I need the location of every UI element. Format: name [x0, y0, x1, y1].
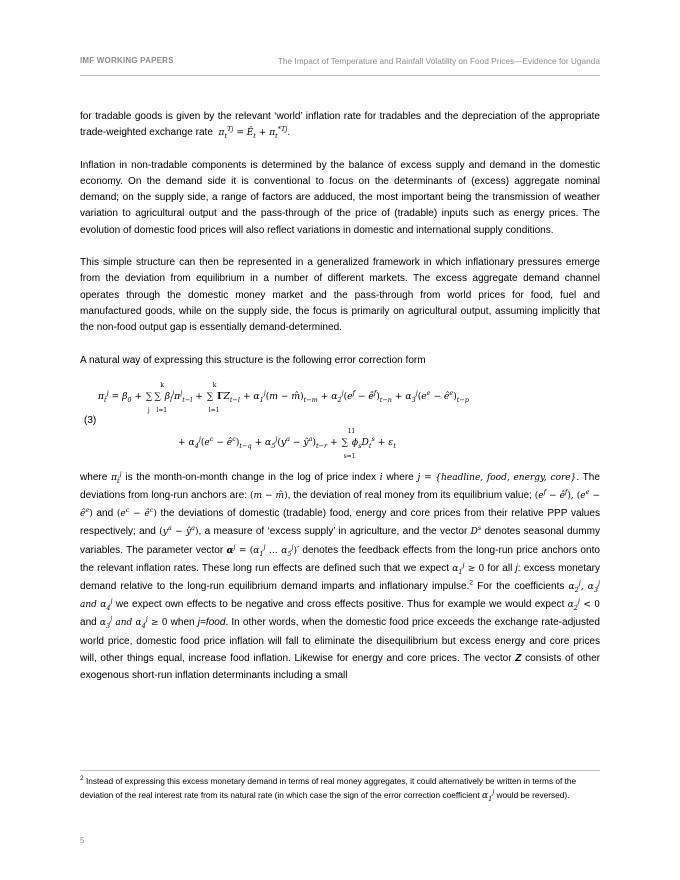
inline-equation-tradables: $\pi_t^{Tj}$ = $Ê_t + \pi_t^{*Tj}$	[218, 125, 288, 141]
equation-3	[80, 377, 600, 463]
running-header	[80, 56, 600, 72]
paragraph-3: This simple structure can then be represented in a generalized framework in which inflationary pressures emerge from the deviation from equilibrium in a number of different markets. The excess aggregate demand channel operates through the domestic money market and the pass-through from world prices for food, fuel and manufactured goods, while on the supply side, the focus is primarily on agricultural output, assuming implicitly that the non-food output gap is essentially demand-determined.	[80, 257, 600, 334]
equation-line-1: $\pi_t^j = \beta_0$ + ∑ j ∑ k l=1 $\beta_l^j\pi^j_{t-l}$ + ∑ k l=1 $\Gamma Z_{t-l} + \alpha_1^j(m$ − $m̂)_{t-m} + \alpha_2^j(e^f$ − $ê^f)_{t-n} + \alpha_3^j(e^e$ − $ê^e)_{t-p}$	[98, 381, 469, 414]
paragraph-1: for tradable goods is given by the relevant ‘world’ inflation rate for tradables and the depreciation of the appropriate trade-weighted exchange rate $\pi_t^{Tj}$ = $Ê_t + \pi_t^{*Tj}$.	[80, 111, 600, 141]
footnote-rule	[80, 770, 600, 771]
body-text	[80, 109, 600, 700]
paragraph-2: Inflation in non-tradable components is determined by the balance of excess supply and demand in the domestic economy. On the demand side it is conventional to focus on the determinants of (excess) aggregate nominal demand; on the supply side, a range of factors are adduced, the most important being the transmission of weather variation to agricultural output and the pass-through of the price of (tradable) inputs such as energy prices. The evolution of domestic food prices will also reflect variations in domestic and international supply conditions.	[80, 159, 600, 236]
footnote-2: $^2$ Instead of expressing this excess monetary demand in terms of real money aggregates, it could alternatively be written in terms of the deviation of the real interest rate from its natural rate (in which case the sign of the error correction coefficient $\alpha_1^j$ would be reversed).	[80, 775, 577, 803]
header-rule	[80, 75, 600, 76]
paragraph-5: where $\pi_t^j$ is the month-on-month change in the log of price index i where j = {headline, food, energy, core}. The deviations from long-run anchors are: (m − m̂), the deviation of real money from its equilibrium value; ($e^f$ − $ê^f$), ($e^e$ − $ê^e$) and ($e^c$ − $ê^c$) the deviations of domestic (tradable) food, energy and core prices from their relative PPP values respectively; and ($y^a$ − $ŷ^a$), a measure of ‘excess supply’ in agriculture, and the vector $D^s$ denotes seasonal dummy variables. The parameter vector $\alpha^j = (\alpha_1^j$ … $\alpha_5^j)'$ denotes the feedback effects from the long-run price anchors onto the relevant inflation rates. These long run effects are defined such that we expect $\alpha_1^j \ge 0$ for all j: excess monetary demand relative to the long-run equilibrium demand imparts and inflationary impulse.$^2$ For the coefficients $\alpha_2^j$, $\alpha_3^j$ and $\alpha_4^j$ we expect own effects to be negative and cross effects positive. Thus for example we would expect $\alpha_2^j < 0$ and $\alpha_3^j$ and $\alpha_4^j \ge 0$ when j=food. In other words, when the domestic food price exceeds the exchange rate-adjusted world price, domestic food price inflation will fall to eliminate the disequilibrium but excess energy and core prices will, other things equal, increase food inflation. Likewise for energy and core prices. The vector Z consists of other exogenous short-run inflation determinants including a small	[80, 469, 601, 682]
page-number: 5	[80, 836, 85, 845]
footnote-mark: 2	[80, 775, 84, 783]
equation-number: (3)	[84, 414, 97, 426]
paper-title: The Impact of Temperature and Rainfall Volatility on Food Prices—Evidence for Uganda	[277, 56, 600, 66]
equation-line-2: + $\alpha_4^j(e^c$ − $ê^c)_{t-q} + \alpha_5^j(y^a$ − $ŷ^a)_{t-r}$ + ∑ 11 s=1 $\phi_sD_t^s + \varepsilon_t$	[178, 427, 396, 460]
paragraph-4: A natural way of expressing this structure is the following error correction form	[80, 354, 426, 366]
footnote-ref: 2	[469, 579, 474, 587]
journal-title: IMF WORKING PAPERS	[80, 56, 174, 65]
